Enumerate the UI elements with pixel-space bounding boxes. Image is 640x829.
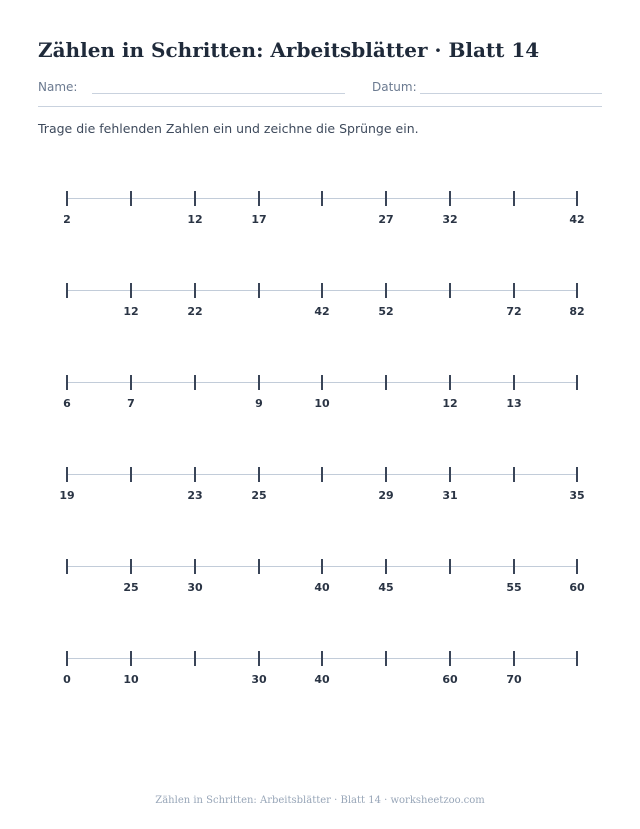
footer: Zählen in Schritten: Arbeitsblätter · Blatt 14 · worksheetzoo.com — [155, 795, 485, 806]
number-line — [0, 283, 640, 323]
number-line-label: 42 — [569, 213, 585, 226]
number-line-tick — [385, 651, 387, 666]
number-line-tick — [576, 191, 578, 206]
number-line-tick — [385, 283, 387, 298]
number-line-label: 10 — [314, 397, 330, 410]
number-line-label: 12 — [442, 397, 458, 410]
number-line-label: 70 — [506, 673, 522, 686]
name-field[interactable] — [92, 93, 345, 94]
number-line-label: 12 — [123, 305, 139, 318]
number-line-tick — [385, 191, 387, 206]
number-line-label: 45 — [378, 581, 394, 594]
number-line-tick — [576, 651, 578, 666]
number-line-tick — [449, 191, 451, 206]
number-line-tick — [66, 651, 68, 666]
number-line-tick — [258, 283, 260, 298]
page-title: Zählen in Schritten: Arbeitsblätter · Blatt 14 — [38, 38, 540, 62]
number-line-label: 23 — [187, 489, 203, 502]
number-line-tick — [513, 375, 515, 390]
number-line-label: 40 — [314, 673, 330, 686]
number-line-tick — [449, 283, 451, 298]
number-line-tick — [449, 651, 451, 666]
number-line-tick — [66, 467, 68, 482]
number-line-label: 31 — [442, 489, 458, 502]
number-line-label: 32 — [442, 213, 458, 226]
number-line-tick — [321, 191, 323, 206]
header-divider — [38, 106, 602, 107]
number-line-label: 0 — [63, 673, 71, 686]
number-line — [0, 651, 640, 691]
number-line-tick — [194, 651, 196, 666]
number-line — [0, 375, 640, 415]
number-line-tick — [66, 559, 68, 574]
number-line-tick — [66, 191, 68, 206]
number-line-tick — [321, 559, 323, 574]
number-line-tick — [194, 191, 196, 206]
number-line-tick — [258, 651, 260, 666]
number-line-tick — [576, 283, 578, 298]
date-field[interactable] — [420, 93, 602, 94]
number-line-tick — [130, 467, 132, 482]
number-line-tick — [576, 559, 578, 574]
number-line-tick — [194, 559, 196, 574]
number-line-label: 55 — [506, 581, 522, 594]
number-line-tick — [385, 559, 387, 574]
number-line-label: 9 — [255, 397, 263, 410]
number-line-tick — [513, 283, 515, 298]
number-line-tick — [513, 651, 515, 666]
number-line-tick — [576, 375, 578, 390]
number-line-tick — [449, 375, 451, 390]
number-line-label: 7 — [127, 397, 135, 410]
number-line-tick — [130, 559, 132, 574]
number-line-label: 6 — [63, 397, 71, 410]
number-line-tick — [130, 375, 132, 390]
date-label: Datum: — [372, 80, 417, 94]
number-line-label: 17 — [251, 213, 267, 226]
number-line-tick — [321, 467, 323, 482]
number-line-tick — [130, 191, 132, 206]
number-line-label: 25 — [251, 489, 267, 502]
number-line-tick — [385, 467, 387, 482]
number-line-label: 22 — [187, 305, 203, 318]
number-line-label: 60 — [442, 673, 458, 686]
number-line-tick — [513, 559, 515, 574]
number-line-tick — [321, 283, 323, 298]
name-label: Name: — [38, 80, 78, 94]
number-line-tick — [449, 467, 451, 482]
number-line-tick — [66, 283, 68, 298]
number-line-tick — [66, 375, 68, 390]
number-line-label: 2 — [63, 213, 71, 226]
number-line-tick — [449, 559, 451, 574]
number-line-tick — [130, 651, 132, 666]
number-line — [0, 559, 640, 599]
number-line-tick — [576, 467, 578, 482]
number-line-label: 10 — [123, 673, 139, 686]
number-line-label: 42 — [314, 305, 330, 318]
number-line-tick — [258, 191, 260, 206]
number-line-tick — [194, 375, 196, 390]
number-line-tick — [130, 283, 132, 298]
number-line-tick — [194, 467, 196, 482]
number-line-tick — [321, 375, 323, 390]
number-line-label: 60 — [569, 581, 585, 594]
number-line — [0, 191, 640, 231]
number-line-label: 12 — [187, 213, 203, 226]
number-line-label: 72 — [506, 305, 522, 318]
instruction-text: Trage die fehlenden Zahlen ein und zeichne die Sprünge ein. — [38, 121, 419, 136]
number-line-tick — [385, 375, 387, 390]
number-line — [0, 467, 640, 507]
number-line-label: 35 — [569, 489, 585, 502]
number-line-label: 13 — [506, 397, 522, 410]
number-line-tick — [258, 467, 260, 482]
number-line-tick — [258, 559, 260, 574]
number-line-label: 19 — [59, 489, 75, 502]
number-line-tick — [194, 283, 196, 298]
number-line-label: 29 — [378, 489, 394, 502]
number-line-label: 25 — [123, 581, 139, 594]
number-line-label: 82 — [569, 305, 585, 318]
number-line-tick — [258, 375, 260, 390]
number-line-label: 30 — [251, 673, 267, 686]
number-line-tick — [321, 651, 323, 666]
number-line-label: 40 — [314, 581, 330, 594]
number-line-label: 27 — [378, 213, 394, 226]
number-line-tick — [513, 467, 515, 482]
number-line-label: 52 — [378, 305, 394, 318]
number-line-tick — [513, 191, 515, 206]
number-line-label: 30 — [187, 581, 203, 594]
